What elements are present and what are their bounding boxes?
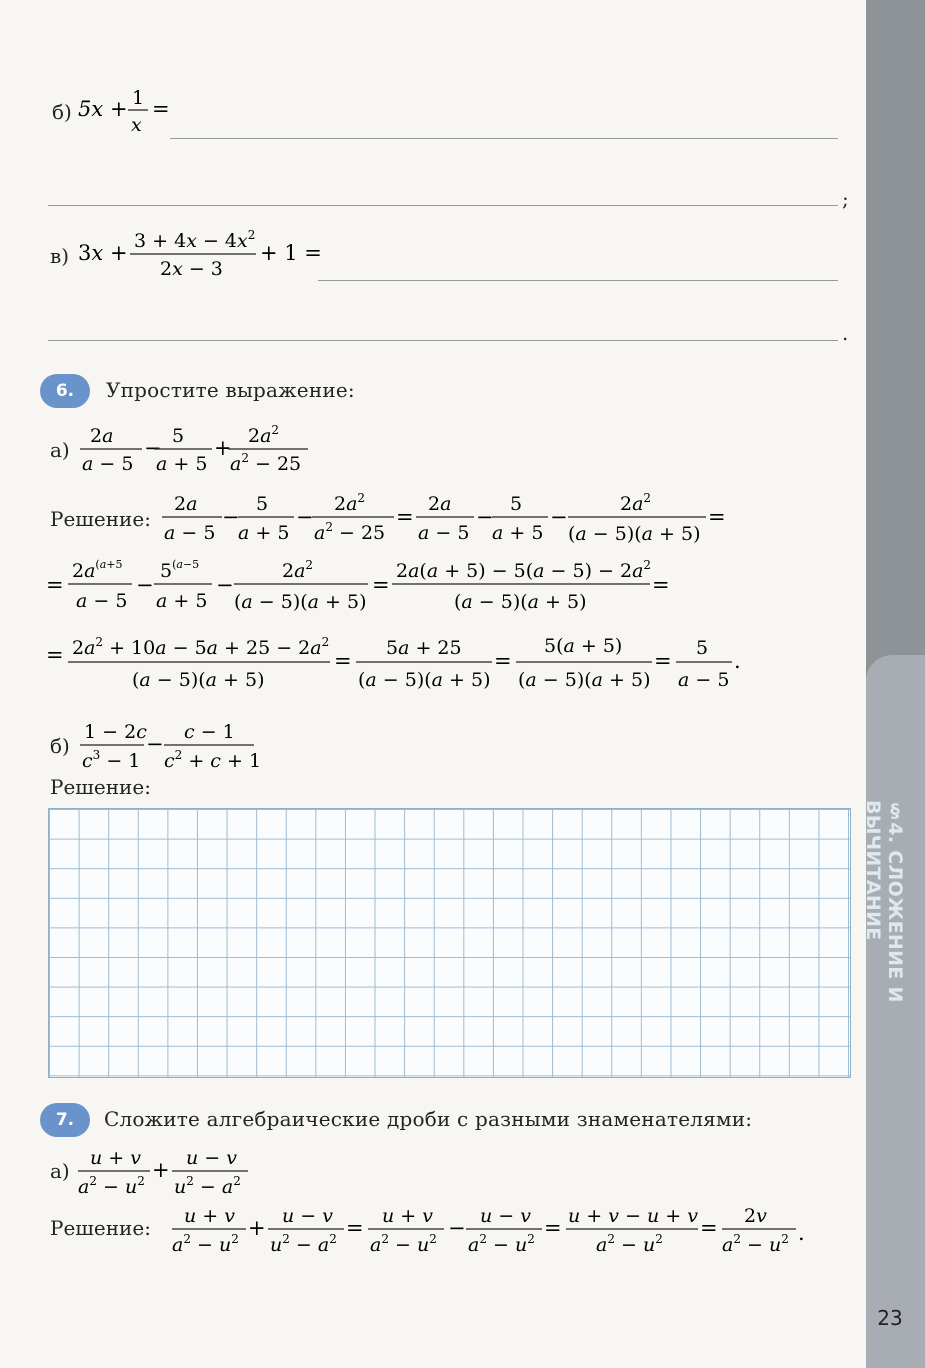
answer-line[interactable] [48,340,838,341]
svg-text:+: + [214,436,232,460]
svg-text:5(a−5: $5^{(a-5}$ [160,558,200,582]
svg-text:5: 5 [510,493,523,515]
svg-text:a + 5: a + 5 [492,522,544,544]
svg-text:2a: 2a [174,493,198,515]
formula-6a-step3 [46,628,766,698]
svg-text:=: = [700,1216,718,1240]
svg-text:c2 + c + 1: $c^2 + c + 1$ [164,748,262,772]
answer-line[interactable] [48,205,838,206]
svg-text:2a: 2a [428,493,452,515]
task-6-title: Упростите выражение: [106,378,355,402]
svg-text:a − 5: a − 5 [418,522,470,544]
svg-text:=: = [494,649,512,673]
svg-text:u − v: u − v [186,1147,237,1169]
svg-text:(a − 5)(a + 5): (a − 5)(a + 5) [132,669,265,691]
svg-text:+: + [152,1158,170,1182]
svg-text:a2 − 25: $a^2 - 25$ [314,520,386,544]
svg-text:u − v: u − v [480,1205,531,1227]
svg-text:a2 − u2: $a^2 - u^2$ [370,1232,437,1256]
svg-text:−: − [146,732,164,756]
svg-text:a − 5: a − 5 [82,453,134,475]
svg-text:(a − 5)(a + 5): (a − 5)(a + 5) [518,669,651,691]
svg-text:−: − [144,436,162,460]
svg-text:+ 1 =: + 1 = [260,241,322,265]
formula-6b [76,716,276,776]
svg-text:a2 − u2: $a^2 - u^2$ [468,1232,535,1256]
end-mark: . [842,321,849,345]
svg-text:a2 − u2: $a^2 - u^2$ [596,1232,663,1256]
svg-text:=: = [708,505,726,529]
svg-text:3 + 4x − 4x2: $3 + 4x - 4x^2$ [134,228,256,252]
section-title: §4. СЛОЖЕНИЕ И ВЫЧИТАНИЕ [862,800,906,1003]
svg-text:2a: 2a [90,425,114,447]
svg-text:=: = [372,573,390,597]
svg-text:.: . [734,649,741,673]
end-mark: ; [842,187,849,211]
task-7-a-label: а) [50,1159,70,1183]
svg-text:=: = [652,573,670,597]
svg-text:2a2 + 10a − 5a + 25 − 2a2: $2a^2 + 10a - 5a + 25 - 2a^2$ [72,635,330,659]
page-number: 23 [877,1306,903,1330]
svg-text:5: 5 [256,493,269,515]
formula-7a-solution [168,1200,818,1262]
svg-text:5x: 5x [78,97,104,121]
svg-text:u + v: u + v [184,1205,235,1227]
svg-text:+: + [110,97,128,121]
svg-text:−: − [448,1216,466,1240]
svg-text:a + 5: a + 5 [156,453,208,475]
svg-text:−: − [476,505,494,529]
svg-text:=: = [46,573,64,597]
svg-text:a + 5: a + 5 [156,590,208,612]
svg-text:2a2: $2a^2$ [620,491,652,515]
task-7-title: Сложите алгебраические дроби с разными знаменателями: [104,1107,753,1131]
svg-text:=: = [654,649,672,673]
part-b-label: б) [52,100,72,124]
part-v-label: в) [50,244,70,268]
task-6-b-label: б) [50,734,70,758]
formula-b-prev [76,84,176,144]
answer-line[interactable] [318,280,838,281]
svg-text:1: 1 [132,87,145,109]
svg-text:=: = [152,97,170,121]
svg-text:=: = [46,643,64,667]
svg-text:2x − 3: 2x − 3 [160,258,223,280]
svg-text:=: = [334,649,352,673]
svg-text:u + v − u + v: u + v − u + v [568,1205,698,1227]
svg-text:2v: 2v [744,1205,767,1227]
svg-text:3x: 3x [78,241,104,265]
formula-6a [76,420,326,480]
svg-text:−: − [216,573,234,597]
svg-text:=: = [396,505,414,529]
svg-text:5(a + 5): 5(a + 5) [544,635,623,657]
svg-text:a2 − u2: $a^2 - u^2$ [722,1232,789,1256]
formula-6a-step1 [158,486,738,550]
svg-text:=: = [346,1216,364,1240]
svg-text:2a(a+5: $2a^{(a+5}$ [72,558,123,582]
svg-text:u − v: u − v [282,1205,333,1227]
svg-text:2a(a + 5) − 5(a − 5) − 2a2: $2a(a + 5) - 5(a - 5) - 2a^2$ [396,558,652,582]
task-6-number: 6. [40,374,90,408]
svg-text:a2 − u2: $a^2 - u^2$ [172,1232,239,1256]
answer-line[interactable] [170,138,838,139]
svg-text:−: − [550,505,568,529]
svg-text:a − 5: a − 5 [164,522,216,544]
solution-grid[interactable] [48,808,851,1078]
svg-text:2a2: $2a^2$ [282,558,314,582]
svg-text:5: 5 [696,637,709,659]
svg-text:a − 5: a − 5 [76,590,128,612]
svg-text:a + 5: a + 5 [238,522,290,544]
svg-text:−: − [222,505,240,529]
task-7-number: 7. [40,1103,90,1137]
svg-text:a2 − 25: $a^2 - 25$ [230,451,302,475]
svg-text:(a − 5)(a + 5): (a − 5)(a + 5) [454,591,587,613]
svg-text:.: . [798,1221,805,1245]
svg-text:x: x [131,114,142,136]
svg-text:a − 5: a − 5 [678,669,730,691]
svg-text:=: = [544,1216,562,1240]
svg-text:u2 − a2: $u^2 - a^2$ [270,1232,337,1256]
formula-6a-step2 [46,552,686,618]
svg-text:u2 − a2: $u^2 - a^2$ [174,1174,241,1198]
svg-text:1 − 2c: 1 − 2c [84,721,147,743]
svg-text:u + v: u + v [382,1205,433,1227]
task-6-solution-label: Решение: [50,507,151,531]
svg-text:2a2: $2a^2$ [248,423,280,447]
svg-text:+: + [110,241,128,265]
svg-text:c3 − 1: $c^3 - 1$ [82,748,141,772]
svg-text:c − 1: c − 1 [184,721,235,743]
svg-text:+: + [248,1216,266,1240]
svg-text:u + v: u + v [90,1147,141,1169]
svg-text:2a2: $2a^2$ [334,491,366,515]
svg-text:−: − [136,573,154,597]
formula-v-prev [76,224,326,288]
svg-text:−: − [296,505,314,529]
svg-text:a2 − u2: $a^2 - u^2$ [78,1174,145,1198]
svg-text:(a − 5)(a + 5): (a − 5)(a + 5) [568,523,701,545]
task-6-b-solution-label: Решение: [50,775,151,799]
svg-text:5: 5 [172,425,185,447]
svg-text:(a − 5)(a + 5): (a − 5)(a + 5) [358,669,491,691]
svg-text:5a + 25: 5a + 25 [386,637,462,659]
task-7-solution-label: Решение: [50,1216,151,1240]
formula-7a [74,1142,264,1202]
svg-text:(a − 5)(a + 5): (a − 5)(a + 5) [234,591,367,613]
task-6-a-label: а) [50,438,70,462]
